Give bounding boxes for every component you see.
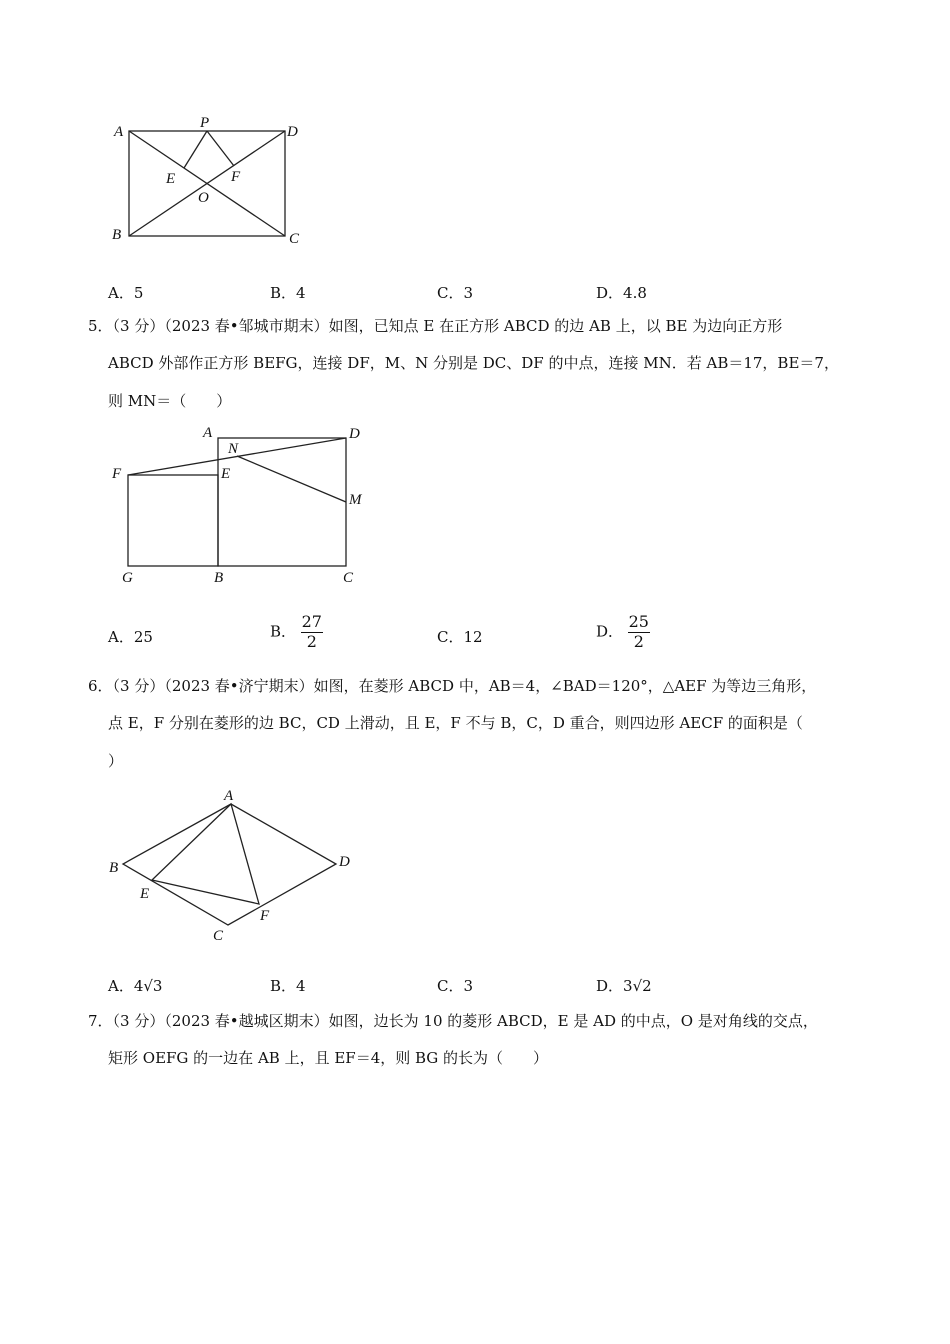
q5-option-b-fraction xyxy=(301,614,323,651)
q5-label-b: B xyxy=(214,570,224,586)
q6-option-b[interactable]: B．4 xyxy=(270,977,306,995)
q4-segment-pe xyxy=(184,131,207,168)
q5-option-b-denominator: 2 xyxy=(306,631,317,651)
q5-stem-line-2: ABCD 外部作正方形 BEFG，连接 DF，M、N 分别是 DC、DF 的中点，连接 MN．若 AB＝17，BE＝7， xyxy=(108,354,839,372)
q6-option-a[interactable]: A．4√3 xyxy=(108,977,163,995)
q5-label-n: N xyxy=(228,441,239,457)
q5-option-d-fraction xyxy=(628,614,650,651)
q6-option-c[interactable]: C．3 xyxy=(437,977,474,995)
q7-stem-line-1: 7．（3 分）（2023 春•越城区期末）如图，边长为 10 的菱形 ABCD，E 是 AD 的中点，O 是对角线的交点， xyxy=(88,1012,818,1030)
q6-triangle-aef xyxy=(152,804,259,904)
q5-figure xyxy=(100,418,390,590)
q4-option-b[interactable]: B．4 xyxy=(270,284,306,302)
q5-label-d: D xyxy=(349,426,360,442)
q5-option-d-denominator: 2 xyxy=(633,631,644,651)
q6-label-b: B xyxy=(109,860,119,876)
q4-label-f: F xyxy=(231,169,241,185)
q4-segment-pf xyxy=(207,131,234,166)
q5-stem-line-3: 则 MN＝（ ） xyxy=(108,392,232,410)
q6-stem-line-2: 点 E，F 分别在菱形的边 BC，CD 上滑动，且 E，F 不与 B，C，D 重合，则四边形 AECF 的面积是（ xyxy=(108,714,803,732)
q6-label-e: E xyxy=(140,886,150,902)
q5-square-abcd xyxy=(218,438,346,566)
q5-option-b[interactable] xyxy=(270,614,323,651)
q6-label-d: D xyxy=(339,854,350,870)
q5-segment-mn xyxy=(237,456,346,502)
q4-label-d: D xyxy=(287,124,298,140)
q5-label-f: F xyxy=(112,466,122,482)
q6-label-c: C xyxy=(213,928,224,944)
q5-option-b-numerator: 27 xyxy=(301,612,322,631)
q5-label-g: G xyxy=(122,570,133,586)
q5-option-c[interactable]: C．12 xyxy=(437,628,483,646)
q7-stem-line-2: 矩形 OEFG 的一边在 AB 上，且 EF＝4，则 BG 的长为（ ） xyxy=(108,1049,549,1067)
q4-figure xyxy=(100,110,320,250)
q4-label-a: A xyxy=(114,124,124,140)
q4-label-b: B xyxy=(112,227,122,243)
q5-option-a[interactable]: A．25 xyxy=(108,628,153,646)
q6-stem-line-1: 6．（3 分）（2023 春•济宁期末）如图，在菱形 ABCD 中，AB＝4，∠BAD＝120°，△AEF 为等边三角形， xyxy=(88,677,817,695)
q4-label-e: E xyxy=(166,171,176,187)
q4-label-p: P xyxy=(200,115,210,131)
q4-option-c[interactable]: C．3 xyxy=(437,284,474,302)
q5-option-d-numerator: 25 xyxy=(628,612,649,631)
q5-option-d-prefix: D． xyxy=(596,622,624,641)
q4-label-o: O xyxy=(198,190,209,206)
q5-stem-line-1: 5．（3 分）（2023 春•邹城市期末）如图，已知点 E 在正方形 ABCD 的边 AB 上，以 BE 为边向正方形 xyxy=(88,317,783,335)
q5-label-c: C xyxy=(343,570,354,586)
q5-label-e: E xyxy=(221,466,231,482)
q5-label-a: A xyxy=(203,425,213,441)
q6-label-f: F xyxy=(260,908,270,924)
q4-option-a[interactable]: A．5 xyxy=(108,284,144,302)
q5-option-d[interactable] xyxy=(596,614,650,651)
q6-stem-line-3: ） xyxy=(108,752,124,770)
q6-label-a: A xyxy=(224,788,234,804)
q6-rhombus xyxy=(123,804,336,925)
q4-label-c: C xyxy=(289,231,300,247)
q5-label-m: M xyxy=(349,492,362,508)
q4-option-d[interactable]: D．4.8 xyxy=(596,284,647,302)
q6-option-d[interactable]: D．3√2 xyxy=(596,977,652,995)
q5-square-befg xyxy=(128,475,218,566)
q6-figure xyxy=(100,782,370,947)
q5-option-b-prefix: B． xyxy=(270,622,297,641)
